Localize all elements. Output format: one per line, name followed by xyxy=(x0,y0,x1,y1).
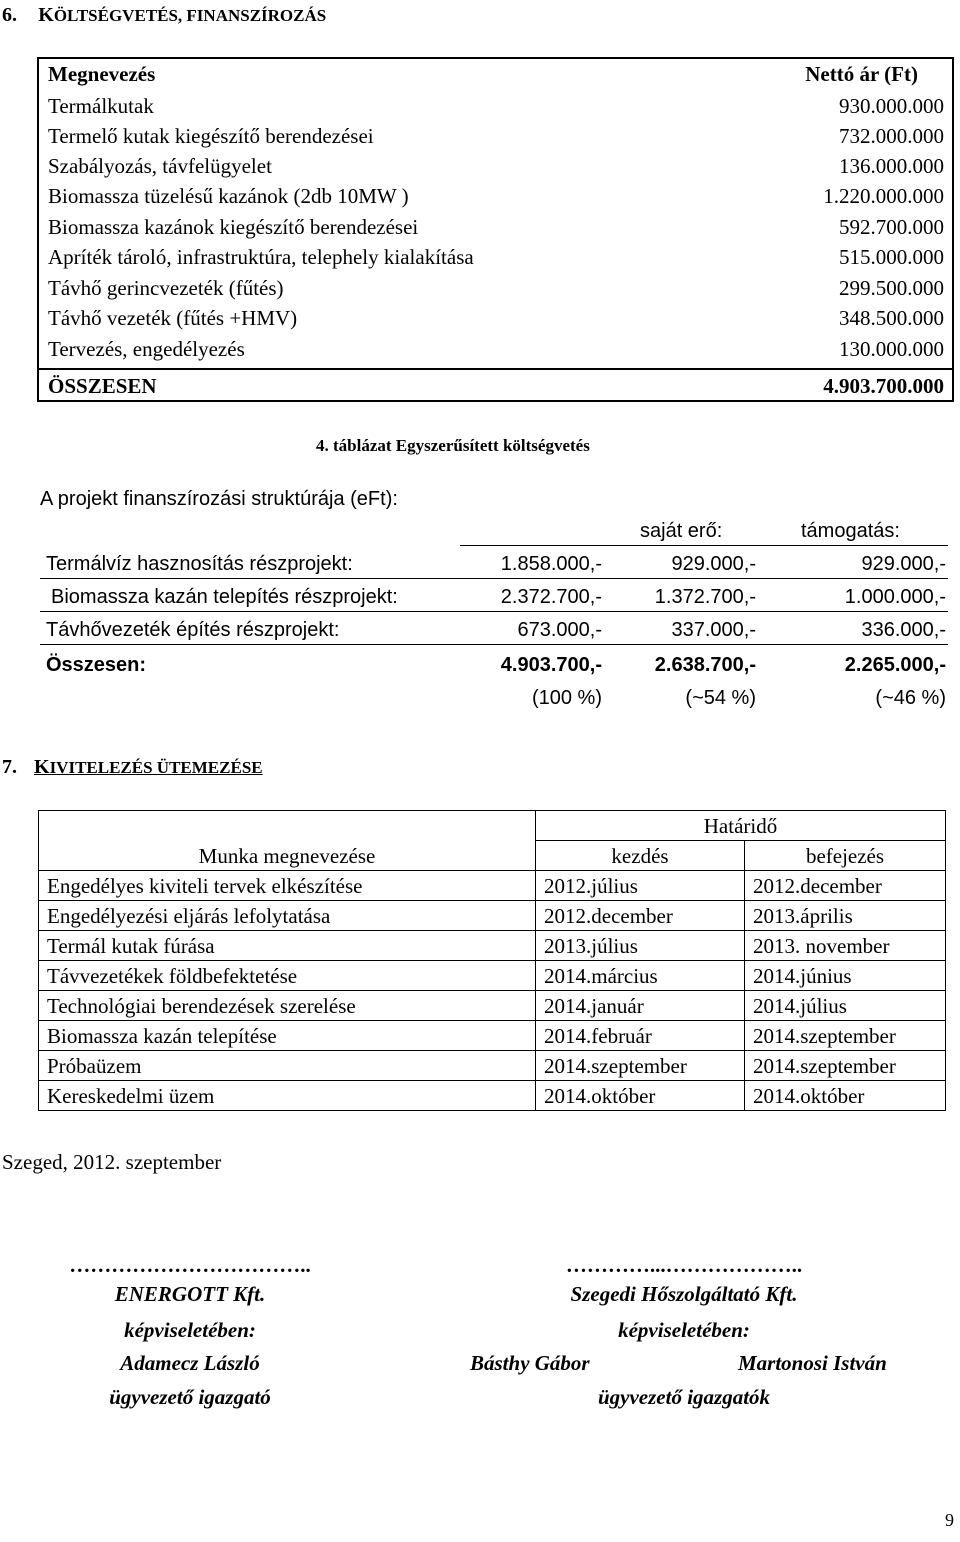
budget-row-price: 130.000.000 xyxy=(839,337,944,361)
signature-line-left: …………………………….. xyxy=(69,1253,311,1277)
section-title-rest: IVITELEZÉS ÜTEMEZÉSE xyxy=(49,758,263,777)
financing-pct-own: (~54 %) xyxy=(685,687,756,709)
budget-row-name: Távhő vezeték (fűtés +HMV) xyxy=(48,306,298,330)
schedule-row xyxy=(39,931,946,961)
financing-sum-label: Összesen: xyxy=(46,654,147,676)
financing-row-name: Távhővezeték építés részprojekt: xyxy=(46,619,340,641)
budget-row-price: 1.220.000.000 xyxy=(823,184,944,208)
budget-row-name: Biomassza tüzelésű kazánok (2db 10MW ) xyxy=(48,184,409,208)
financing-row-name: Termálvíz hasznosítás részprojekt: xyxy=(46,553,353,575)
budget-total-value: 4.903.700.000 xyxy=(823,374,944,398)
schedule-header-deadline: Határidő xyxy=(536,811,946,841)
schedule-end: 2014.június xyxy=(745,961,946,991)
budget-header-price: Nettó ár (Ft) xyxy=(805,62,918,86)
schedule-start: 2014.március xyxy=(536,961,745,991)
budget-row-price: 930.000.000 xyxy=(839,94,944,118)
schedule-task: Engedélyes kiviteli tervek elkészítése xyxy=(39,871,536,901)
page-number: 9 xyxy=(945,1510,954,1530)
budget-row-price: 515.000.000 xyxy=(839,245,944,269)
schedule-header-end: befejezés xyxy=(745,841,946,871)
schedule-start: 2012.július xyxy=(536,871,745,901)
budget-row xyxy=(39,181,952,212)
schedule-end: 2014.szeptember xyxy=(745,1021,946,1051)
signer-title-right: ügyvezető igazgatók xyxy=(597,1385,771,1409)
place-date: Szeged, 2012. szeptember xyxy=(2,1150,222,1174)
financing-row-own: 337.000,- xyxy=(671,619,756,641)
section-number: 7. xyxy=(2,756,17,778)
budget-total-label: ÖSSZESEN xyxy=(48,374,157,398)
signature-line-right: …………...……………….. xyxy=(565,1253,803,1277)
financing-row-total: 1.858.000,- xyxy=(500,553,602,575)
schedule-row xyxy=(39,961,946,991)
signer-company-right: Szegedi Hőszolgáltató Kft. xyxy=(570,1282,798,1306)
financing-row-total: 673.000,- xyxy=(517,619,602,641)
schedule-row xyxy=(39,1051,946,1081)
schedule-task: Termál kutak fúrása xyxy=(39,931,536,961)
signer-company-left: ENERGOTT Kft. xyxy=(114,1282,266,1306)
schedule-end: 2014.július xyxy=(745,991,946,1021)
schedule-header-top-row xyxy=(39,811,946,841)
budget-total-divider xyxy=(39,368,952,370)
signer-role-right: képviseletében: xyxy=(618,1318,750,1342)
schedule-row xyxy=(39,871,946,901)
signer-role-left: képviseletében: xyxy=(124,1318,256,1342)
budget-header-row xyxy=(39,59,952,90)
financing-row-support: 1.000.000,- xyxy=(844,586,946,608)
section-7-heading xyxy=(2,756,263,779)
signer-person-left: Adamecz László xyxy=(120,1351,260,1375)
schedule-start: 2012.december xyxy=(536,901,745,931)
budget-row-name: Termálkutak xyxy=(48,94,154,118)
signer-person-right-2: Martonosi István xyxy=(738,1351,887,1375)
own-contribution-header: saját erő: xyxy=(640,520,723,542)
section-number: 6. xyxy=(2,4,17,26)
financing-intro: A projekt finanszírozási struktúrája (eFt): xyxy=(40,488,398,510)
budget-row-name: Apríték tároló, infrastruktúra, telephely kialakítása xyxy=(48,245,474,269)
budget-row xyxy=(39,151,952,182)
support-header: támogatás: xyxy=(801,520,900,542)
section-6-heading xyxy=(2,4,326,27)
schedule-table xyxy=(38,810,946,1111)
section-title-initial: K xyxy=(38,4,54,26)
schedule-end: 2012.december xyxy=(745,871,946,901)
schedule-start: 2014.szeptember xyxy=(536,1051,745,1081)
budget-row xyxy=(39,273,952,304)
budget-row-name: Szabályozás, távfelügyelet xyxy=(48,154,272,178)
table-caption: 4. táblázat Egyszerűsített költségvetés xyxy=(316,436,590,455)
financing-sum-support: 2.265.000,- xyxy=(844,654,946,676)
schedule-start: 2014.január xyxy=(536,991,745,1021)
financing-row-total: 2.372.700,- xyxy=(500,586,602,608)
budget-row-name: Biomassza kazánok kiegészítő berendezései xyxy=(48,215,419,239)
financing-pct-support: (~46 %) xyxy=(875,687,946,709)
schedule-end: 2014.szeptember xyxy=(745,1051,946,1081)
financing-row-line xyxy=(40,611,948,612)
schedule-row xyxy=(39,991,946,1021)
schedule-start: 2014.február xyxy=(536,1021,745,1051)
budget-row xyxy=(39,121,952,152)
signer-person-right-1: Básthy Gábor xyxy=(470,1351,590,1375)
section-title-initial: K xyxy=(34,756,50,778)
financing-pct-total: (100 %) xyxy=(531,687,602,709)
budget-row xyxy=(39,334,952,365)
budget-row-name: Termelő kutak kiegészítő berendezései xyxy=(48,124,374,148)
budget-table xyxy=(37,57,954,402)
financing-sum-total: 4.903.700,- xyxy=(500,654,602,676)
schedule-task: Engedélyezési eljárás lefolytatása xyxy=(39,901,536,931)
schedule-row xyxy=(39,901,946,931)
budget-row xyxy=(39,212,952,243)
schedule-end: 2014.október xyxy=(745,1081,946,1111)
schedule-header-start: kezdés xyxy=(536,841,745,871)
schedule-end: 2013. november xyxy=(745,931,946,961)
financing-row-support: 929.000,- xyxy=(861,553,946,575)
schedule-end: 2013.április xyxy=(745,901,946,931)
schedule-row xyxy=(39,1081,946,1111)
budget-total-row xyxy=(39,371,952,402)
budget-row-price: 732.000.000 xyxy=(839,124,944,148)
budget-row xyxy=(39,242,952,273)
signer-title-left: ügyvezető igazgató xyxy=(109,1385,271,1409)
budget-row xyxy=(39,91,952,122)
financing-row-name: Biomassza kazán telepítés részprojekt: xyxy=(51,586,398,608)
budget-row-price: 299.500.000 xyxy=(839,276,944,300)
schedule-row xyxy=(39,1021,946,1051)
budget-row-price: 136.000.000 xyxy=(839,154,944,178)
schedule-task: Próbaüzem xyxy=(39,1051,536,1081)
financing-row-line xyxy=(40,644,948,645)
schedule-task: Technológiai berendezések szerelése xyxy=(39,991,536,1021)
financing-row-line xyxy=(40,578,948,579)
schedule-start: 2014.október xyxy=(536,1081,745,1111)
budget-row-price: 592.700.000 xyxy=(839,215,944,239)
financing-row-own: 929.000,- xyxy=(671,553,756,575)
schedule-start: 2013.július xyxy=(536,931,745,961)
budget-row-name: Távhő gerincvezeték (fűtés) xyxy=(48,276,284,300)
section-title-rest: ÖLTSÉGVETÉS, FINANSZÍROZÁS xyxy=(53,6,327,25)
schedule-task: Kereskedelmi üzem xyxy=(39,1081,536,1111)
financing-row-support: 336.000,- xyxy=(861,619,946,641)
budget-row-name: Tervezés, engedélyezés xyxy=(48,337,245,361)
financing-row-own: 1.372.700,- xyxy=(654,586,756,608)
schedule-task: Biomassza kazán telepítése xyxy=(39,1021,536,1051)
financing-header-line xyxy=(460,545,948,546)
budget-header-name: Megnevezés xyxy=(48,62,156,86)
financing-sum-own: 2.638.700,- xyxy=(654,654,756,676)
schedule-header-name: Munka megnevezése xyxy=(39,811,536,871)
budget-row-price: 348.500.000 xyxy=(839,306,944,330)
budget-row xyxy=(39,303,952,334)
schedule-task: Távvezetékek földbefektetése xyxy=(39,961,536,991)
